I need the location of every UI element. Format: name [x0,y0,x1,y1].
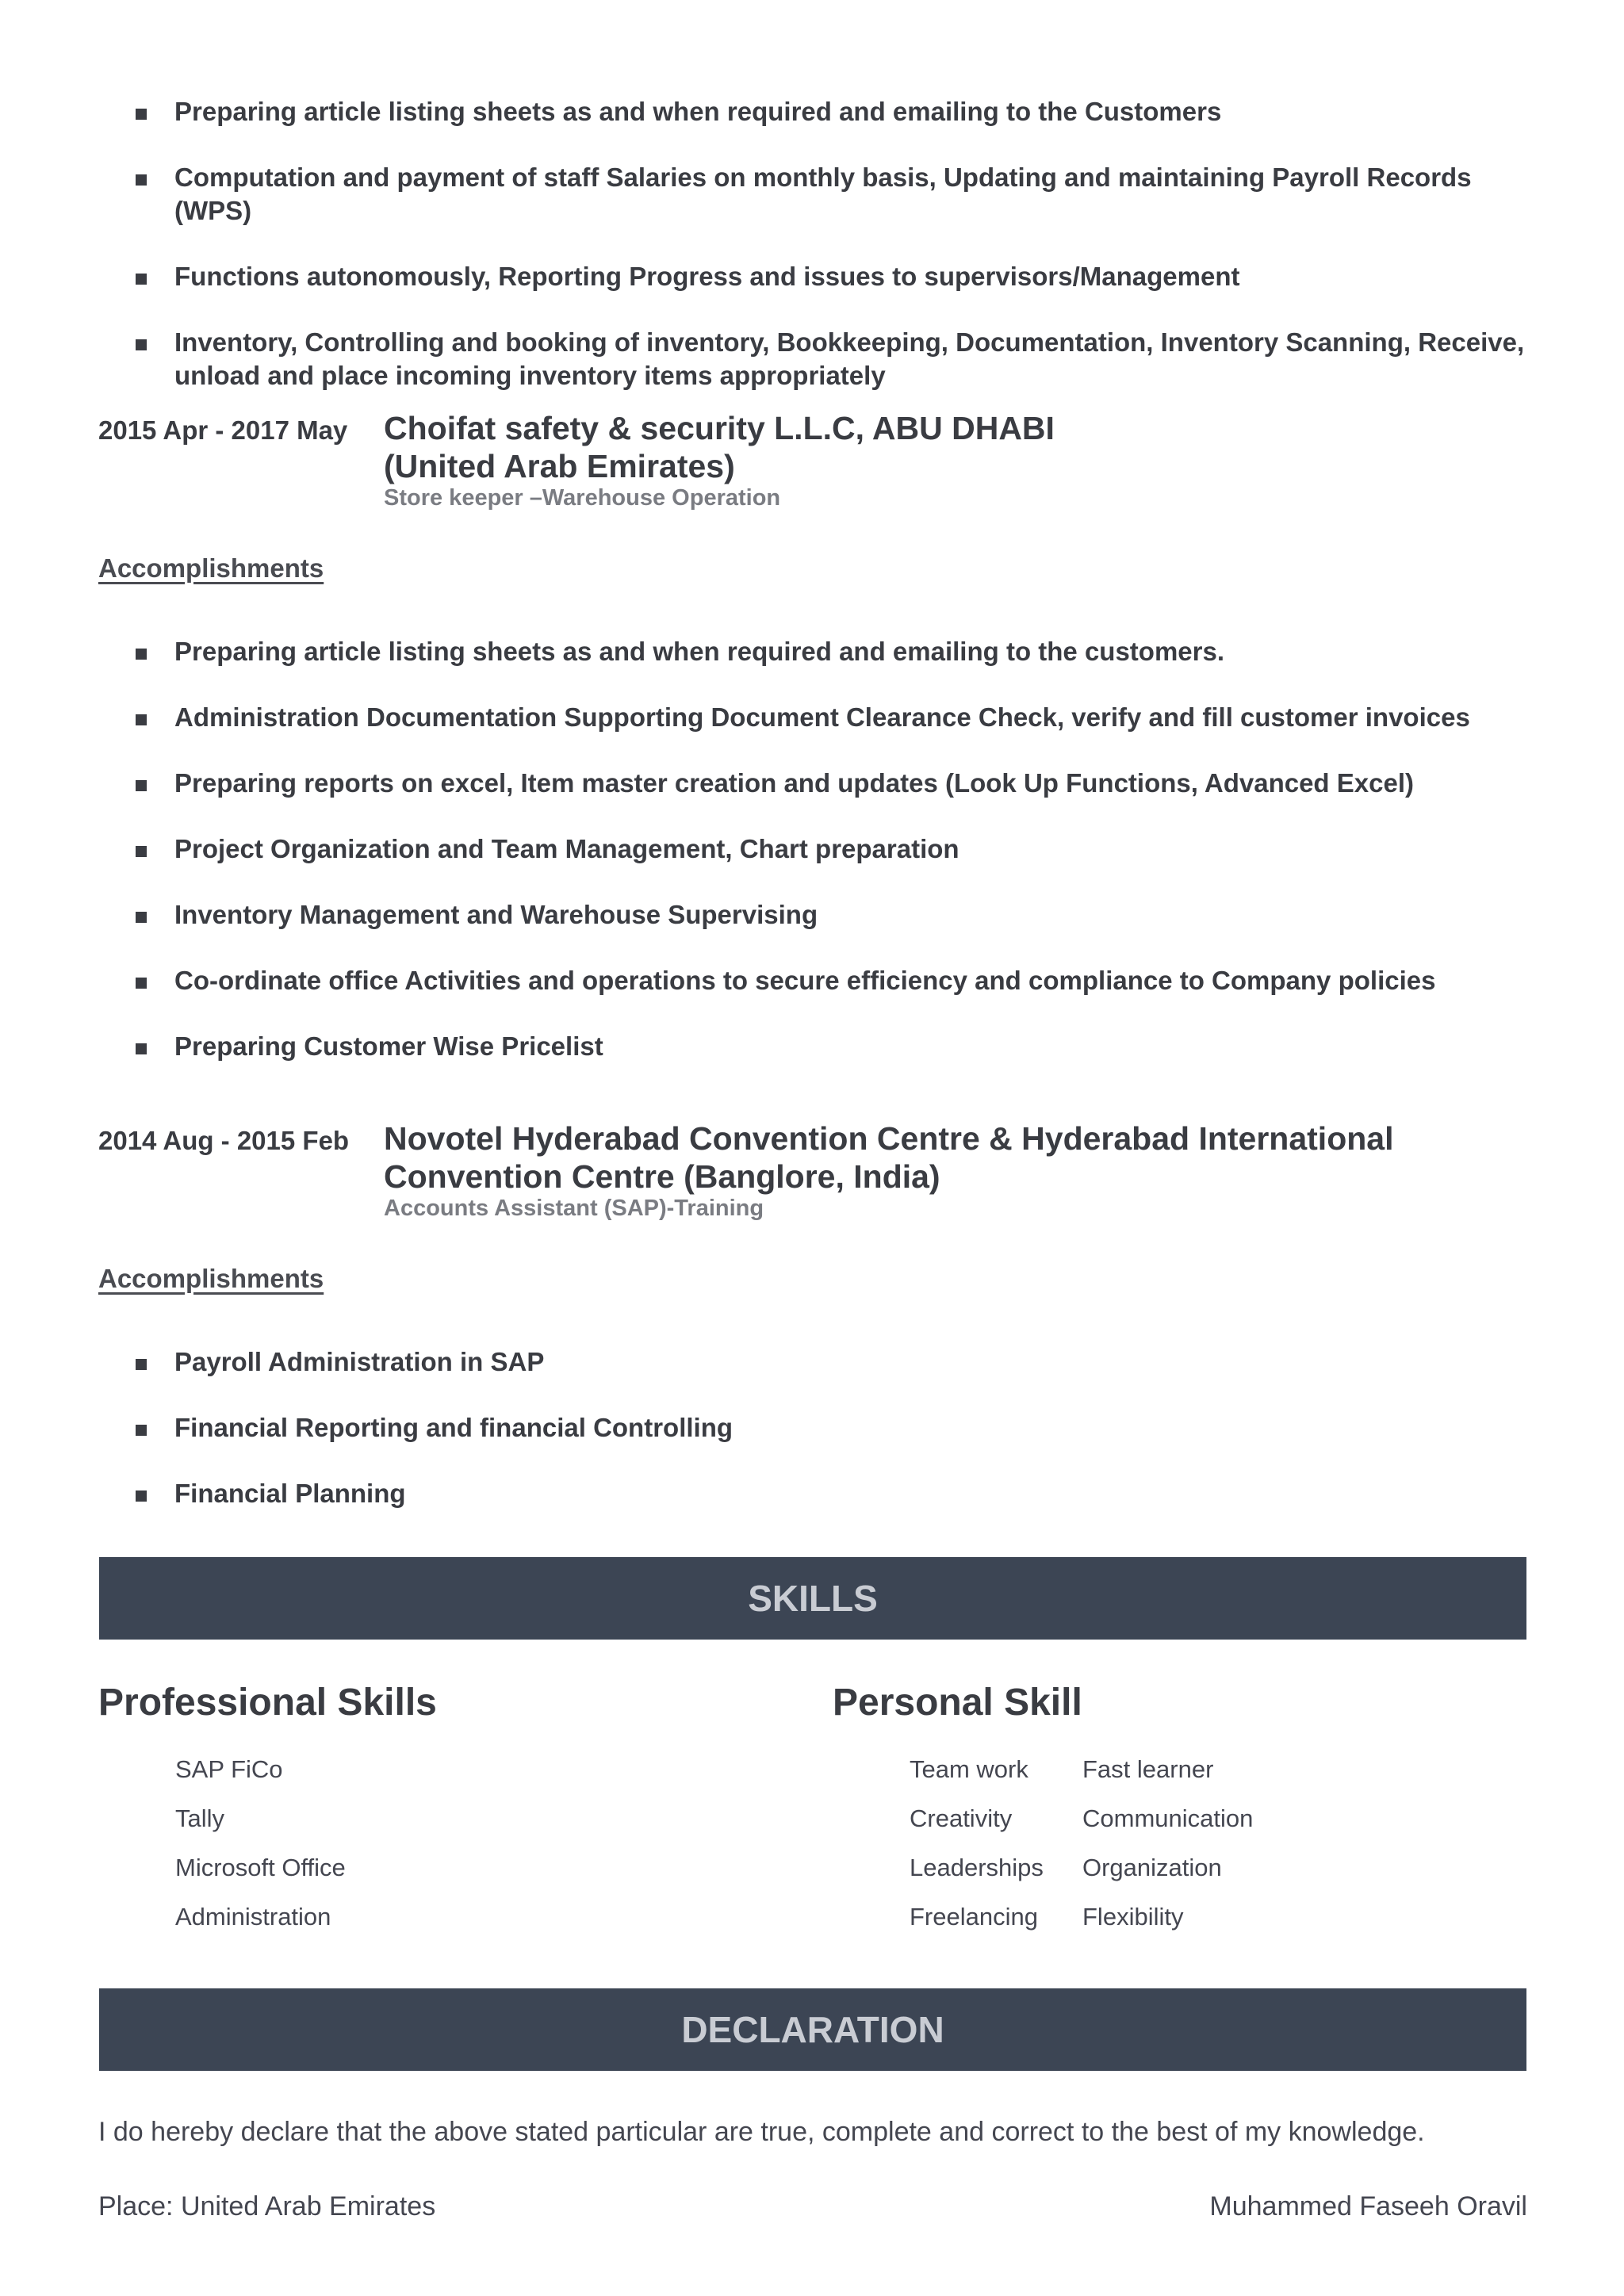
list-item: Functions autonomously, Reporting Progress and issues to supervisors/Management [0,260,1624,293]
professional-skills-title: Professional Skills [98,1682,437,1724]
accomplishments-heading: Accomplishments [98,1264,324,1293]
square-bullet-icon [136,1425,147,1436]
list-item: Financial Planning [0,1477,1624,1510]
list-item: Co-ordinate office Activities and operations to secure efficiency and compliance to Company policies [0,964,1624,997]
skill-item: Flexibility [1082,1903,1184,1931]
signature-name: Muhammed Faseeh Oravil [1209,2191,1527,2221]
square-bullet-icon [136,714,147,725]
square-bullet-icon [136,339,147,350]
square-bullet-icon [136,109,147,120]
skill-item: Microsoft Office [175,1854,346,1881]
declaration-text: I do hereby declare that the above stated particular are true, complete and correct to the best of my knowledge. [98,2117,1425,2147]
choifat-accomplishments [0,635,1624,1063]
square-bullet-icon [136,274,147,285]
job-role: Store keeper –Warehouse Operation [384,485,781,511]
list-item: Financial Reporting and financial Controlling [0,1411,1624,1445]
list-item: Preparing reports on excel, Item master creation and updates (Look Up Functions, Advanced Excel) [0,767,1624,800]
skill-item: Freelancing [910,1903,1038,1931]
square-bullet-icon [136,780,147,791]
square-bullet-icon [136,978,147,989]
job-date: 2015 Apr - 2017 May [98,415,348,445]
novotel-accomplishments [0,1345,1624,1510]
skill-item: Communication [1082,1804,1254,1832]
list-item: Project Organization and Team Management, Chart preparation [0,832,1624,866]
personal-skill-title: Personal Skill [833,1682,1082,1724]
skill-item: Administration [175,1903,331,1931]
job-company: Choifat safety & security L.L.C, ABU DHABI (United Arab Emirates) [384,410,1055,484]
job-role: Accounts Assistant (SAP)-Training [384,1196,764,1221]
skill-item: Team work [910,1755,1028,1783]
square-bullet-icon [136,1359,147,1370]
list-item: Computation and payment of staff Salaries on monthly basis, Updating and maintaining Payroll Records (WPS) [0,161,1624,228]
list-item: Preparing Customer Wise Pricelist [0,1030,1624,1063]
list-item: Payroll Administration in SAP [0,1345,1624,1379]
job-company: Novotel Hyderabad Convention Centre & Hyderabad International Convention Centre (Banglore, India) [384,1120,1394,1195]
list-item: Preparing article listing sheets as and when required and emailing to the customers. [0,635,1624,668]
square-bullet-icon [136,649,147,660]
skill-item: Creativity [910,1804,1013,1832]
square-bullet-icon [136,912,147,923]
list-item: Administration Documentation Supporting Document Clearance Check, verify and fill customer invoices [0,701,1624,734]
list-item: Preparing article listing sheets as and when required and emailing to the Customers [0,95,1624,128]
square-bullet-icon [136,174,147,186]
square-bullet-icon [136,846,147,857]
skills-section-header: SKILLS [99,1557,1526,1640]
skill-item: Tally [175,1804,225,1832]
list-item: Inventory, Controlling and booking of inventory, Bookkeeping, Documentation, Inventory Scanning, Receive, unload and place incoming inventory items appropriately [0,326,1624,392]
place-text: Place: United Arab Emirates [98,2191,436,2221]
list-item: Inventory Management and Warehouse Supervising [0,898,1624,932]
skill-item: Organization [1082,1854,1222,1881]
job-date: 2014 Aug - 2015 Feb [98,1126,350,1155]
declaration-section-header: DECLARATION [99,1988,1526,2071]
previous-job-bullets [0,95,1624,392]
square-bullet-icon [136,1043,147,1054]
skill-item: Fast learner [1082,1755,1214,1783]
skill-item: Leaderships [910,1854,1044,1881]
skill-item: SAP FiCo [175,1755,283,1783]
accomplishments-heading: Accomplishments [98,553,324,583]
square-bullet-icon [136,1490,147,1502]
